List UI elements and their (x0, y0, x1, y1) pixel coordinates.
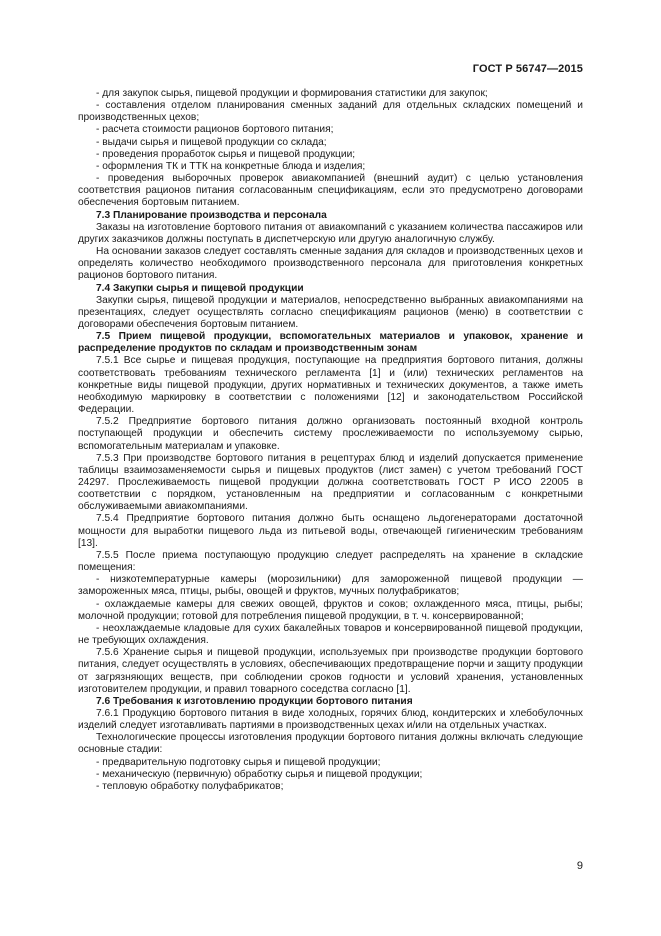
clause-7-5-3: 7.5.3 При производстве бортового питания в рецептурах блюд и изделий допускается применение таблицы взаимозаменяемости сырья и пищевых продуктов (лист замен) с учетом требований ГОСТ 24297. Прослеживаемость пищевой продукции должна соответствовать ГОСТ Р ИСО 22005 в соответствии с порядком, установленным на предприятии и согласованным с конкретными обслуживаемыми авиакомпаниями. (78, 452, 583, 513)
list-item-ration-cost: - расчета стоимости рационов бортового питания; (96, 124, 334, 136)
section-heading-7-6: 7.6 Требования к изготовлению продукции бортового питания (96, 695, 413, 707)
list-item-heat-treatment: - тепловую обработку полуфабрикатов; (96, 780, 284, 792)
list-item-preparation: - предварительную подготовку сырья и пищевой продукции; (96, 756, 381, 768)
page-number: 9 (576, 860, 583, 872)
list-item-dry-storage: - неохлаждаемые кладовые для сухих бакалейных товаров и консервированной пищевой продукции, не требующих охлаждения. (78, 622, 583, 647)
list-item-purchases: - для закупок сырья, пищевой продукции и формирования статистики для закупок; (96, 88, 488, 99)
paragraph-shift-assignments: На основании заказов следует составлять сменные задания для складов и производственных цехов и определять количество необходимого производственного персонала для приготовления конкретных рационов бортового питания. (78, 246, 583, 282)
list-item-freezers: - низкотемпературные камеры (морозильники) для замороженной пищевой продукции — замороженных мяса, птицы, рыбы, овощей и фруктов, мучных полуфабрикатов; (78, 574, 583, 598)
list-item-product-testing: - проведения проработок сырья и пищевой продукции; (96, 148, 356, 160)
clause-7-6-1: 7.6.1 Продукцию бортового питания в виде холодных, горячих блюд, кондитерских и хлебобулочных изделий следует изготавливать партиями в производственных цехах и/или на отдельных участках. (78, 707, 583, 732)
list-item-external-audit: - проведения выборочных проверок авиакомпанией (внешний аудит) с целью установления соответствия рационов питания согласованным спецификациям, если это предусмотрено договорами обеспечения бортовым питанием. (78, 173, 583, 209)
paragraph-procurement: Закупки сырья, пищевой продукции и материалов, непосредственно выбранных авиакомпаниями на презентациях, следует осуществлять согласно спецификациям рационов (меню) в соответствии с договорами обеспечения бортовым питанием. (78, 294, 583, 330)
clause-7-5-2: 7.5.2 Предприятие бортового питания должно организовать постоянный входной контроль поступающей продукции и обеспечить систему прослеживаемости по используемому сырью, вспомогательным материалам и упаковке. (78, 416, 583, 452)
section-heading-7-5: 7.5 Прием пищевой продукции, вспомогательных материалов и упаковок, хранение и распределение продуктов по складам и производственным зонам (78, 331, 583, 355)
section-heading-7-4: 7.4 Закупки сырья и пищевой продукции (96, 282, 304, 294)
list-item-chilled-rooms: - охлаждаемые камеры для свежих овощей, фруктов и соков; охлажденного мяса, птицы, рыбы; молочной продукции; готовой для потребления пищевой продукции, в т. ч. консервированной; (78, 598, 583, 622)
clause-7-5-5: 7.5.5 После приема поступающую продукцию следует распределять на хранение в складские помещения: (78, 549, 583, 574)
paragraph-orders: Заказы на изготовление бортового питания от авиакомпаний с указанием количества пассажиров или других заказчиков должны поступать в диспетчерскую или другую аналогичную службу. (78, 221, 583, 245)
list-item-mechanical-processing: - механическую (первичную) обработку сырья и пищевой продукции; (96, 768, 423, 780)
clause-7-5-4: 7.5.4 Предприятие бортового питания должно быть оснащено льдогенераторами достаточной мощности для выработки пищевого льда из питьевой воды, отвечающей гигиеническим требованиям [13]. (78, 513, 583, 549)
page-body (78, 88, 583, 793)
clause-7-5-1: 7.5.1 Все сырье и пищевая продукция, поступающие на предприятия бортового питания, должны соответствовать требованиям технического регламента [1] и (или) технических регламентов на конкретные виды пищевой продукции, других нормативных и технических документов, а также иметь необходимую маркировку в соответствии с положениями [12] и законодательством Российской Федерации. (78, 355, 583, 416)
list-item-tech-cards: - оформления ТК и ТТК на конкретные блюда и изделия; (96, 160, 366, 172)
standard-header: ГОСТ Р 56747—2015 (472, 63, 583, 75)
section-heading-7-3: 7.3 Планирование производства и персонала (96, 209, 327, 221)
clause-7-5-6: 7.5.6 Хранение сырья и пищевой продукции, используемых при производстве продукции бортового питания, следует осуществлять в условиях, обеспечивающих предотвращение порчи и защиту продукции от загрязняющих веществ, при соблюдении сроков годности и условий хранения, установленных изготовителем продукции, и правил товарного соседства согласно [1]. (78, 647, 583, 695)
paragraph-process-stages: Технологические процессы изготовления продукции бортового питания должны включать следующие основные стадии: (78, 732, 583, 756)
list-item-shift-tasks: - составления отделом планирования сменных заданий для отдельных складских помещений и производственных цехов; (78, 100, 583, 124)
list-item-warehouse-issue: - выдачи сырья и пищевой продукции со склада; (96, 136, 327, 148)
